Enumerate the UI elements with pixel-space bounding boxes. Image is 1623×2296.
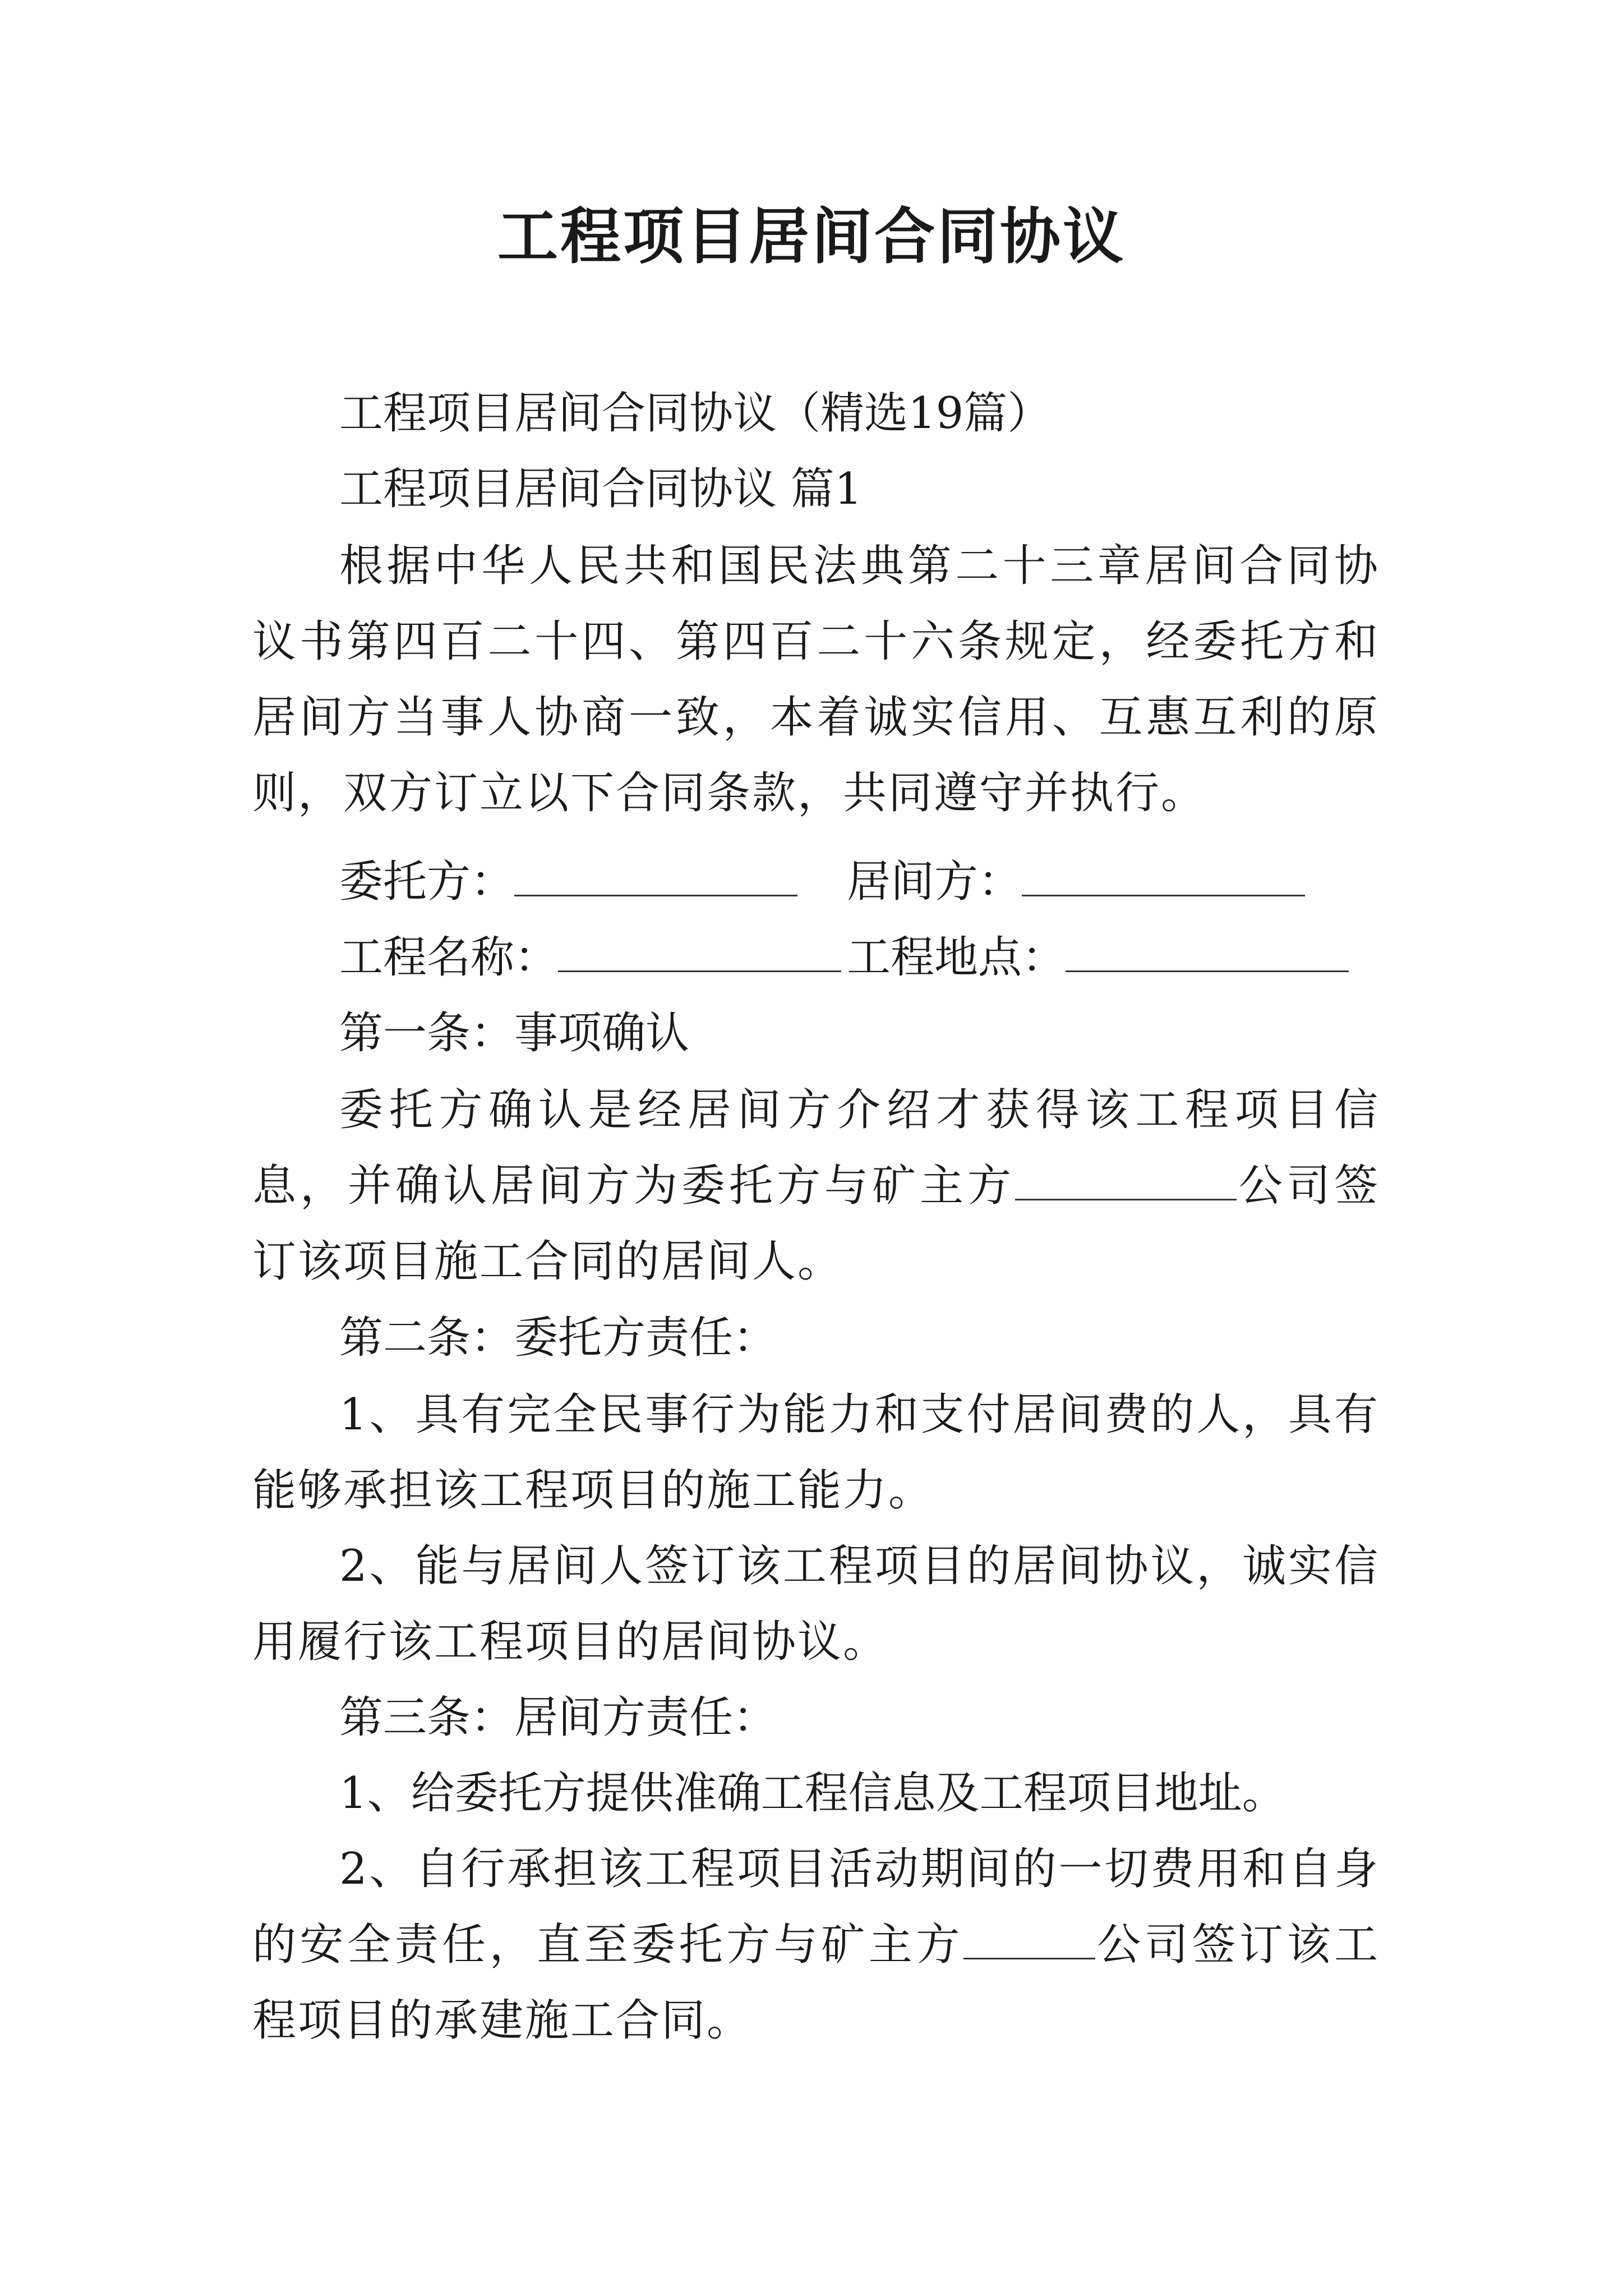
article3-company-blank [963, 1912, 1095, 1959]
article3-heading: 第三条：居间方责任： [339, 1692, 777, 1743]
article2-item1: 1、具有完全民事行为能力和支付居间费的人，具有能够承担该工程项目的施工能力。 [252, 1389, 1380, 1516]
article2-heading: 第二条：委托方责任： [339, 1313, 777, 1363]
article2-item2: 2、能与居间人签订该工程项目的居间协议，诚实信用履行该工程项目的居间协议。 [252, 1541, 1380, 1667]
intro-paragraph: 根据中华人民共和国民法典第二十三章居间合同协议书第四百二十四、第四百二十六条规定，经委托方和居间方当事人协商一致，本着诚实信用、互惠互利的原则，双方订立以下合同条款，共同遵守并执行。 [252, 541, 1380, 818]
document-title: 工程项目居间合同协议 [497, 201, 1126, 272]
client-field [339, 844, 797, 920]
article1-text-before-blank: 委托方确认是经居间方介绍才获得该工程项目信息，并确认居间方为委托方与矿主方 [252, 1085, 1380, 1211]
article3-item1: 1、给委托方提供准确工程信息及工程项目地址。 [339, 1768, 1286, 1819]
project-name-field [339, 920, 841, 996]
article1-text-after-blank: 公司签订该项目施工合同的居间人。 [252, 1161, 1380, 1287]
client-blank [514, 849, 797, 896]
section-heading: 工程项目居间合同协议 篇1 [339, 464, 863, 514]
project-location-blank [1066, 924, 1349, 972]
document-subtitle: 工程项目居间合同协议（精选19篇） [339, 388, 1052, 439]
client-label: 委托方： [339, 857, 515, 907]
project-name-label: 工程名称： [339, 932, 559, 983]
broker-field [847, 844, 1305, 920]
party-fields-row [339, 844, 1380, 920]
project-fields-row [339, 920, 1380, 996]
project-location-field [847, 920, 1349, 996]
article3-item2-text-before-blank: 2、自行承担该工程项目活动期间的一切费用和自身的安全责任，直至委托方与矿主方 [252, 1844, 1380, 1970]
article3-item2-text-after-blank: 公司签订该工程项目的承建施工合同。 [252, 1920, 1380, 2046]
project-name-blank [558, 924, 841, 972]
broker-blank [1022, 849, 1305, 896]
article1-company-blank [1015, 1153, 1237, 1200]
article1-paragraph [252, 1073, 1380, 1300]
article3-item2 [252, 1832, 1380, 2059]
article1-heading: 第一条：事项确认 [339, 1008, 690, 1059]
project-location-label: 工程地点： [847, 932, 1066, 983]
broker-label: 居间方： [847, 857, 1022, 907]
